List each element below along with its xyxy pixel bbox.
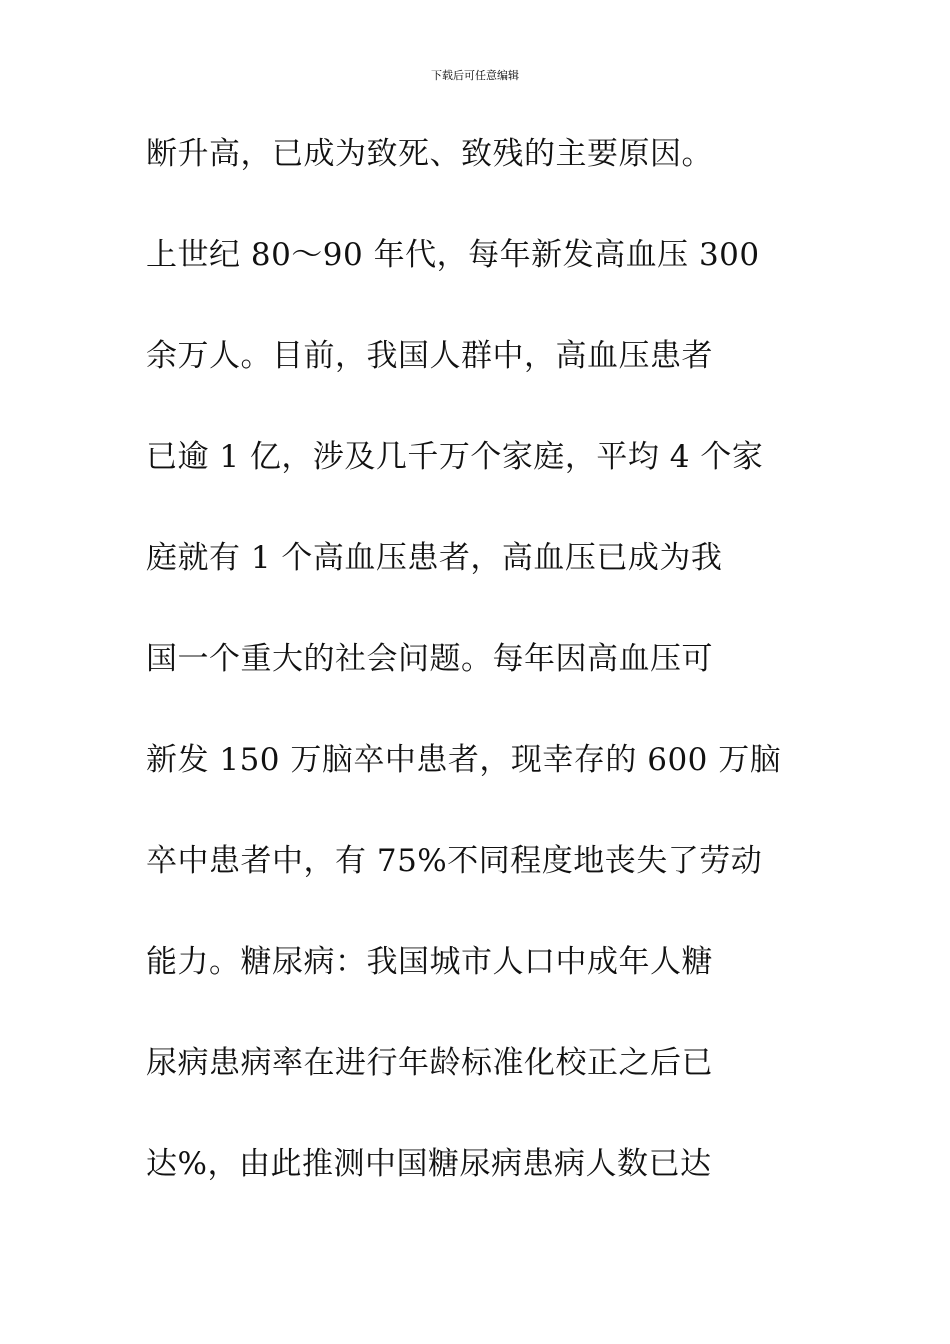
text-line: 新发 150 万脑卒中患者，现幸存的 600 万脑 [146, 742, 782, 778]
header-note: 下载后可任意编辑 [431, 69, 519, 82]
text-line: 庭就有 1 个高血压患者，高血压已成为我 [146, 540, 723, 576]
text-line: 国一个重大的社会问题。每年因高血压可 [146, 641, 713, 677]
text-line: 尿病患病率在进行年龄标准化校正之后已 [146, 1045, 713, 1081]
text-line: 达%，由此推测中国糖尿病患病人数已达 [146, 1146, 712, 1182]
text-line: 断升高，已成为致死、致残的主要原因。 [146, 136, 713, 172]
text-line: 上世纪 80～90 年代，每年新发高血压 300 [146, 237, 760, 273]
text-line: 余万人。目前，我国人群中，高血压患者 [146, 338, 713, 374]
text-line: 能力。糖尿病：我国城市人口中成年人糖 [146, 944, 713, 980]
body-text [146, 128, 826, 1239]
text-line: 卒中患者中，有 75%不同程度地丧失了劳动 [146, 843, 763, 879]
text-line: 已逾 1 亿，涉及几千万个家庭，平均 4 个家 [146, 439, 764, 475]
